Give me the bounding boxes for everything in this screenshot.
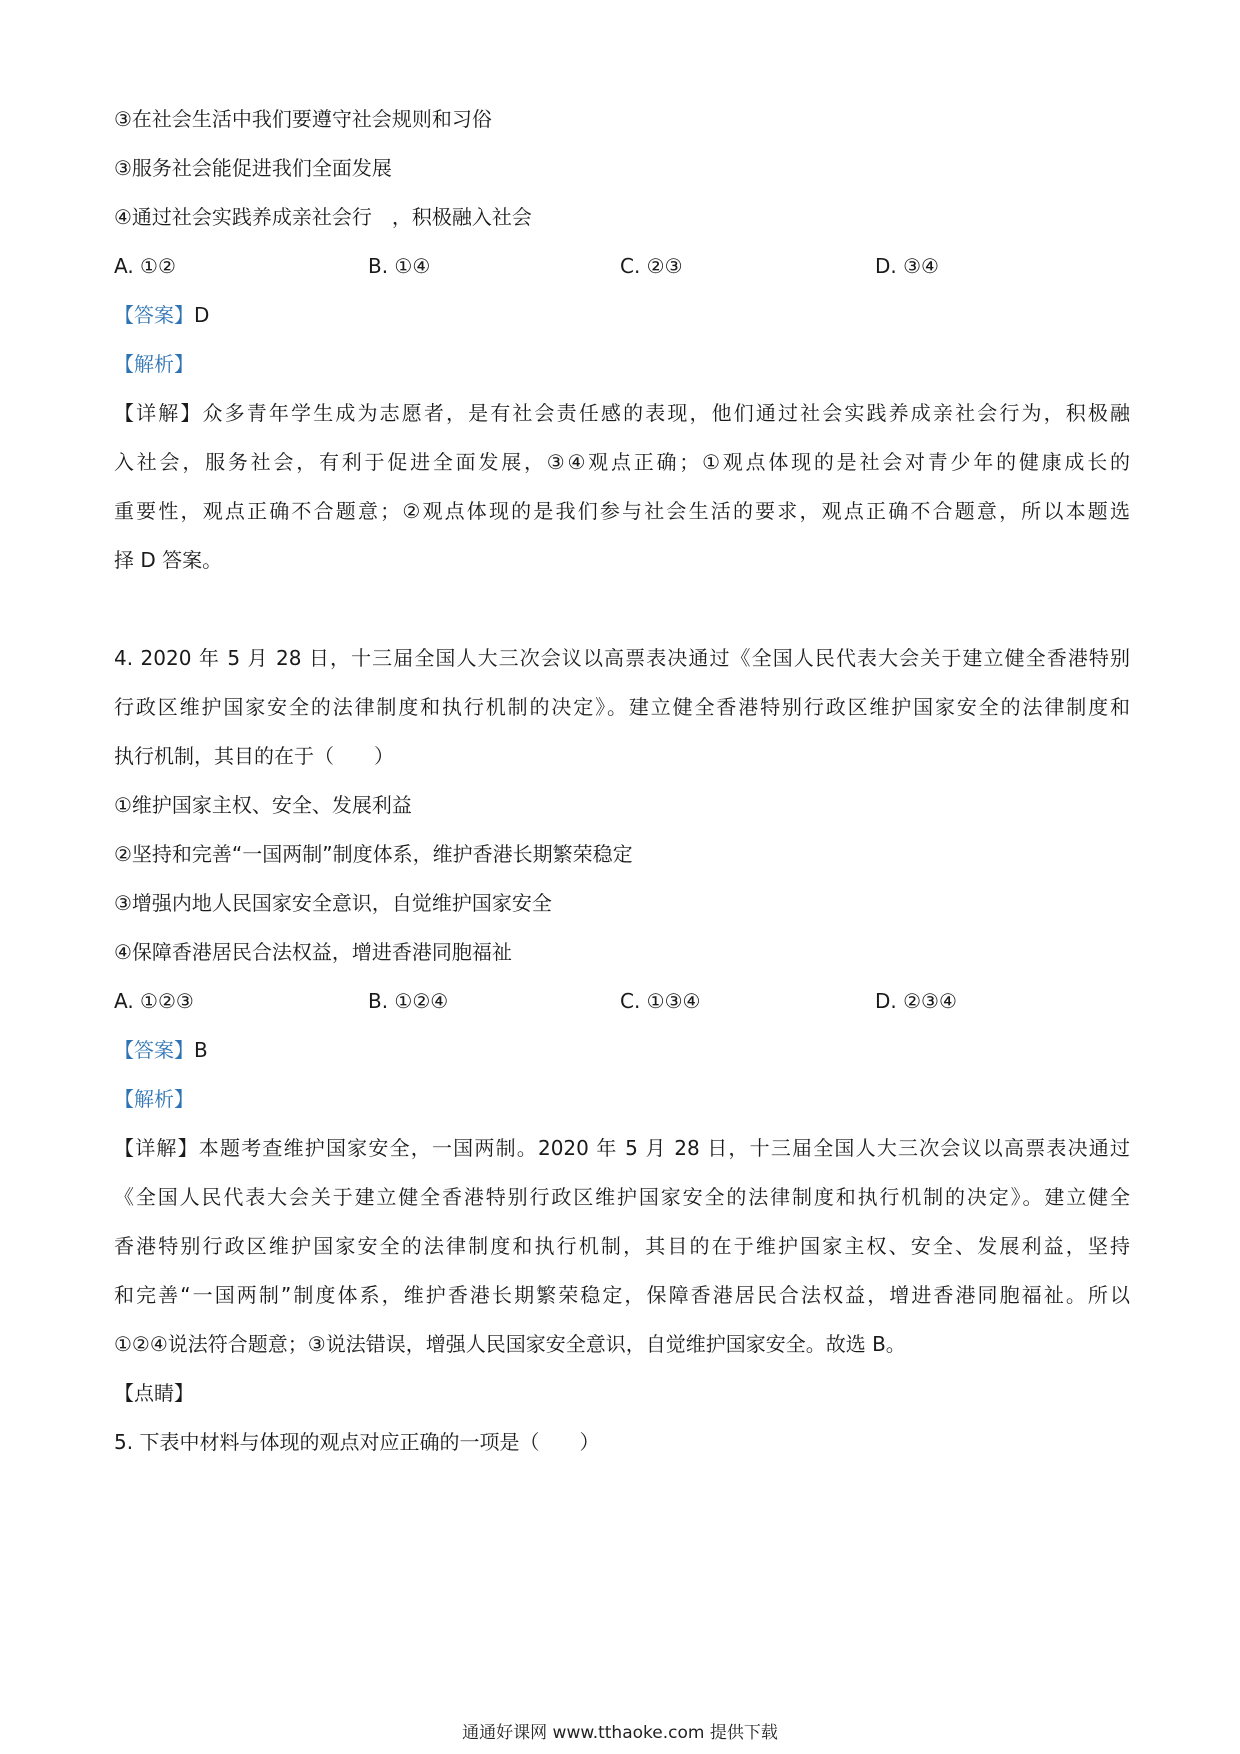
q4-analysis-label: 【解析】 — [114, 1087, 194, 1111]
q3-detail-line-1: 【详解】众多青年学生成为志愿者，是有社会责任感的表现，他们通过社会实践养成亲社会行为，积极融 — [114, 401, 1130, 425]
q3-detail-line-2: 入社会，服务社会，有利于促进全面发展，③④观点正确；①观点体现的是社会对青少年的健康成长的 — [114, 450, 1130, 474]
q4-statement-1: ①维护国家主权、安全、发展利益 — [114, 793, 412, 817]
answer-label: 【答案】 — [114, 1038, 194, 1062]
q3-answer — [114, 302, 209, 328]
q4-statement-3: ③增强内地人民国家安全意识，自觉维护国家安全 — [114, 891, 552, 915]
q3-detail-line-3: 重要性，观点正确不合题意；②观点体现的是我们参与社会生活的要求，观点正确不合题意，所以本题选 — [114, 499, 1130, 523]
q3-option-a: A. ①② — [114, 254, 176, 278]
answer-value: B — [194, 1038, 208, 1062]
q3-option-b: B. ①④ — [368, 254, 431, 278]
q3-option-c: C. ②③ — [620, 254, 683, 278]
q3-statement-3b: ③服务社会能促进我们全面发展 — [114, 156, 392, 180]
q4-answer — [114, 1037, 208, 1063]
q4-statement-2: ②坚持和完善“一国两制”制度体系，维护香港长期繁荣稳定 — [114, 842, 633, 866]
q4-detail-line-2: 《全国人民代表大会关于建立健全香港特别行政区维护国家安全的法律制度和执行机制的决定》。建立健全 — [114, 1185, 1130, 1209]
q3-detail-line-4: 择 D 答案。 — [114, 548, 223, 572]
q3-option-d: D. ③④ — [875, 254, 939, 278]
q4-statement-4: ④保障香港居民合法权益，增进香港同胞福祉 — [114, 940, 512, 964]
answer-label: 【答案】 — [114, 303, 194, 327]
q4-detail-line-1: 【详解】本题考查维护国家安全，一国两制。2020 年 5 月 28 日，十三届全国人大三次会议以高票表决通过 — [114, 1136, 1130, 1160]
footer-watermark: 通通好课网 www.tthaoke.com 提供下载 — [462, 1723, 778, 1743]
q4-option-d: D. ②③④ — [875, 989, 957, 1013]
answer-value: D — [194, 303, 210, 327]
q4-option-c: C. ①③④ — [620, 989, 701, 1013]
q3-statement-4: ④通过社会实践养成亲社会行 ，积极融入社会 — [114, 205, 532, 229]
q5-stem: 5. 下表中材料与体现的观点对应正确的一项是（ ） — [114, 1430, 600, 1454]
q4-detail-line-4: 和完善“一国两制”制度体系，维护香港长期繁荣稳定，保障香港居民合法权益，增进香港同胞福祉。所以 — [114, 1283, 1130, 1307]
q4-stem-line-2: 行政区维护国家安全的法律制度和执行机制的决定》。建立健全香港特别行政区维护国家安全的法律制度和 — [114, 695, 1130, 719]
q4-stem-line-3: 执行机制，其目的在于（ ） — [114, 744, 394, 768]
q4-option-a: A. ①②③ — [114, 989, 194, 1013]
q4-stem-line-1: 4. 2020 年 5 月 28 日，十三届全国人大三次会议以高票表决通过《全国人民代表大会关于建立健全香港特别 — [114, 646, 1130, 670]
q4-dianjing-label: 【点睛】 — [114, 1381, 194, 1405]
q4-detail-line-5: ①②④说法符合题意；③说法错误，增强人民国家安全意识，自觉维护国家安全。故选 B。 — [114, 1332, 906, 1356]
q4-option-b: B. ①②④ — [368, 989, 449, 1013]
q3-analysis-label: 【解析】 — [114, 352, 194, 376]
q4-detail-line-3: 香港特别行政区维护国家安全的法律制度和执行机制，其目的在于维护国家主权、安全、发展利益，坚持 — [114, 1234, 1130, 1258]
q3-statement-3a: ③在社会生活中我们要遵守社会规则和习俗 — [114, 107, 492, 131]
